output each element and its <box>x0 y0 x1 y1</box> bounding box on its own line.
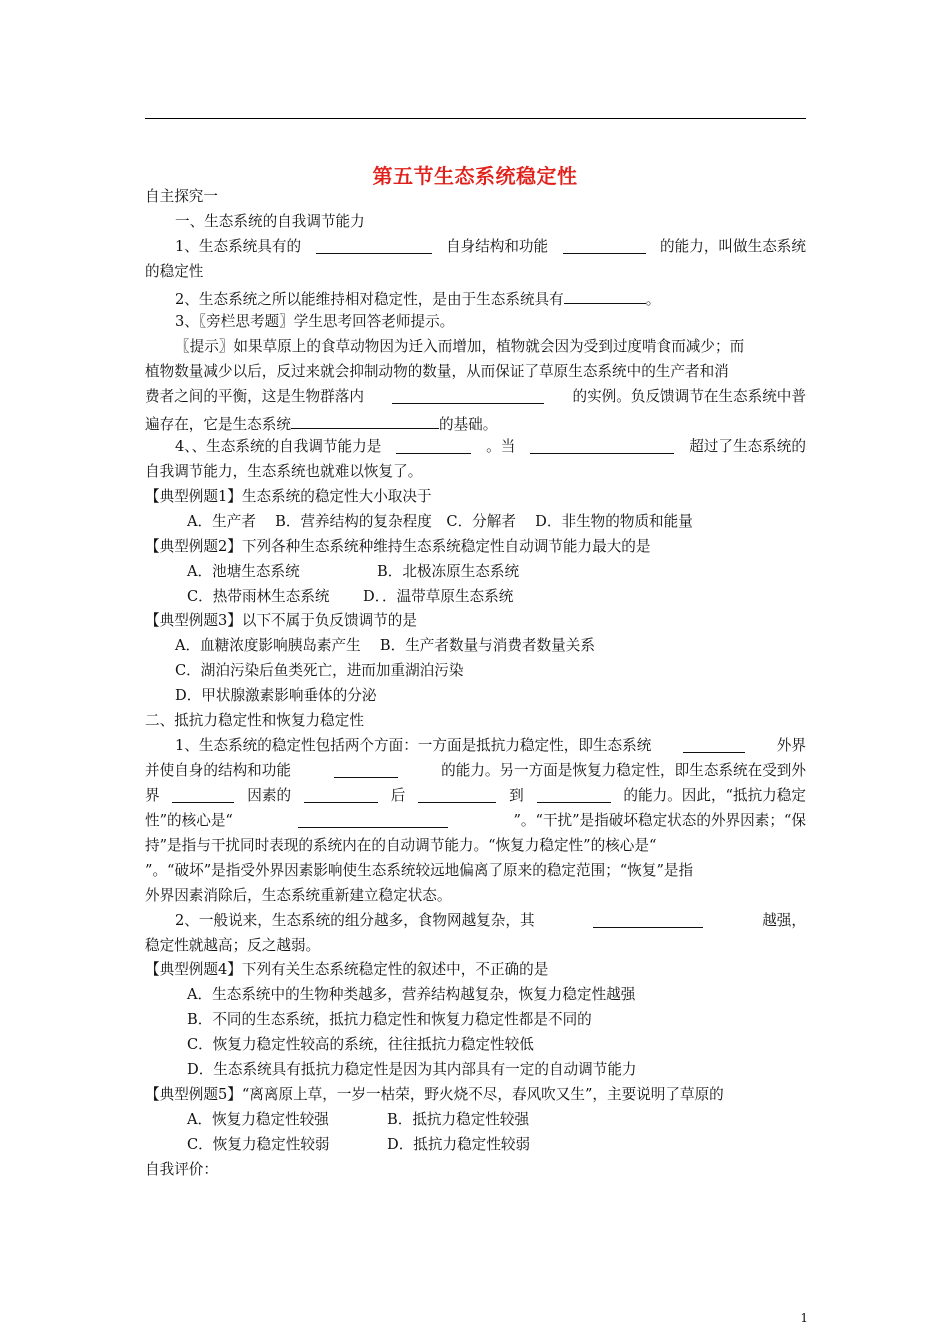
paragraph-1-line-1: 1、生态系统具有的 自身结构和功能 的能力，叫做生态系统 <box>175 238 806 255</box>
example-1-options: A．生产者 B．营养结构的复杂程度 C．分解者 D．非生物的物质和能量 <box>187 513 693 530</box>
section-heading-1: 一、生态系统的自我调节能力 <box>175 213 365 230</box>
hint-line-3: 费者之间的平衡，这是生物群落内 的实例。负反馈调节在生态系统中普 <box>145 388 806 405</box>
section-2-line-7: 外界因素消除后，生态系统重新建立稳定状态。 <box>145 887 452 904</box>
page-title: 第五节生态系统稳定性 <box>372 164 578 188</box>
example-3-question: 【典型例题3】以下不属于负反馈调节的是 <box>145 612 417 629</box>
example-2-question: 【典型例题2】下列各种生态系统种维持生态系统稳定性自动调节能力最大的是 <box>145 538 651 555</box>
paragraph-2: 2、生态系统之所以能维持相对稳定性，是由于生态系统具有 。 <box>175 288 660 309</box>
example-3-option-c: C．湖泊污染后鱼类死亡，进而加重湖泊污染 <box>175 662 464 679</box>
example-5-option-b: B．抵抗力稳定性较强 <box>387 1111 530 1128</box>
section-label: 自主探究一 <box>145 188 218 205</box>
page-number: 1 <box>800 1311 808 1325</box>
example-4-question: 【典型例题4】下列有关生态系统稳定性的叙述中，不正确的是 <box>145 961 549 978</box>
section-2-paragraph-2-line-2: 稳定性就越高；反之越弱。 <box>145 937 321 954</box>
hint-line-1: 〖提示〗如果草原上的食草动物因为迁入而增加，植物就会因为受到过度啃食而减少；而 <box>175 338 745 355</box>
section-2-line-4: 性”的核心是“ ”。“干扰”是指破坏稳定状态的外界因素；“保 <box>145 812 806 829</box>
example-3-option-d: D．甲状腺激素影响垂体的分泌 <box>175 687 377 704</box>
blank[interactable] <box>316 238 432 254</box>
example-1-question: 【典型例题1】生态系统的稳定性大小取决于 <box>145 488 432 505</box>
blank[interactable] <box>291 413 439 429</box>
example-4-option-d: D．生态系统具有抵抗力稳定性是因为其内部具有一定的自动调节能力 <box>187 1061 637 1078</box>
blank[interactable] <box>172 787 234 803</box>
section-2-line-5: 持”是指与干扰同时表现的系统内在的自动调节能力。“恢复力稳定性”的核心是“ <box>145 837 657 854</box>
blank[interactable] <box>537 787 611 803</box>
paragraph-4-line-2: 自我调节能力，生态系统也就难以恢复了。 <box>145 463 423 480</box>
example-2-option-d: D．．温带草原生态系统 <box>363 588 514 605</box>
example-2-option-b: B．北极冻原生态系统 <box>377 563 520 580</box>
hint-line-4: 遍存在，它是生态系统 的基础。 <box>145 413 497 434</box>
hint-line-2: 植物数量减少以后，反过来就会抑制动物的数量，从而保证了草原生态系统中的生产者和消 <box>145 363 729 380</box>
header-rule <box>145 118 806 119</box>
blank[interactable] <box>683 737 745 753</box>
section-2-paragraph-2: 2、一般说来，生态系统的组分越多，食物网越复杂，其 越强， <box>175 912 806 929</box>
example-2-option-a: A．池塘生态系统 <box>187 563 300 580</box>
blank[interactable] <box>392 388 544 404</box>
blank[interactable] <box>418 787 496 803</box>
paragraph-3: 3、〖旁栏思考题〗学生思考回答老师提示。 <box>175 313 455 330</box>
example-5-question: 【典型例题5】“离离原上草，一岁一枯荣，野火烧不尽，春风吹又生”，主要说明了草原的 <box>145 1086 724 1103</box>
example-5-option-a: A．恢复力稳定性较强 <box>187 1111 329 1128</box>
example-3-options-ab: A．血糖浓度影响胰岛素产生 B．生产者数量与消费者数量关系 <box>175 637 595 654</box>
blank[interactable] <box>563 238 646 254</box>
section-2-line-1: 1、生态系统的稳定性包括两个方面：一方面是抵抗力稳定性，即生态系统 外界 <box>175 737 806 754</box>
self-evaluation: 自我评价： <box>145 1161 218 1178</box>
example-4-option-a: A．生态系统中的生物种类越多，营养结构越复杂，恢复力稳定性越强 <box>187 986 636 1003</box>
section-2-line-2: 并使自身的结构和功能 的能力。另一方面是恢复力稳定性，即生态系统在受到外 <box>145 762 806 779</box>
section-heading-2: 二、抵抗力稳定性和恢复力稳定性 <box>145 712 364 729</box>
example-4-option-b: B．不同的生态系统，抵抗力稳定性和恢复力稳定性都是不同的 <box>187 1011 592 1028</box>
example-4-option-c: C．恢复力稳定性较高的系统，往往抵抗力稳定性较低 <box>187 1036 534 1053</box>
example-5-option-c: C．恢复力稳定性较弱 <box>187 1136 330 1153</box>
paragraph-4-line-1: 4、、生态系统的自我调节能力是 。当 超过了生态系统的 <box>175 438 806 455</box>
blank[interactable] <box>298 812 448 828</box>
blank[interactable] <box>530 438 674 454</box>
section-2-line-3: 界 因素的 后 到 的能力。因此，“抵抗力稳定 <box>145 787 806 804</box>
blank[interactable] <box>334 762 398 778</box>
blank[interactable] <box>304 787 378 803</box>
example-5-option-d: D．抵抗力稳定性较弱 <box>387 1136 531 1153</box>
example-2-option-c: C．热带雨林生态系统 <box>187 588 330 605</box>
paragraph-1-line-2: 的稳定性 <box>145 263 204 280</box>
section-2-line-6: ”。“破坏”是指受外界因素影响使生态系统较远地偏离了原来的稳定范围；“恢复”是指 <box>145 862 694 879</box>
blank[interactable] <box>593 912 703 928</box>
blank[interactable] <box>564 288 646 304</box>
blank[interactable] <box>396 438 471 454</box>
